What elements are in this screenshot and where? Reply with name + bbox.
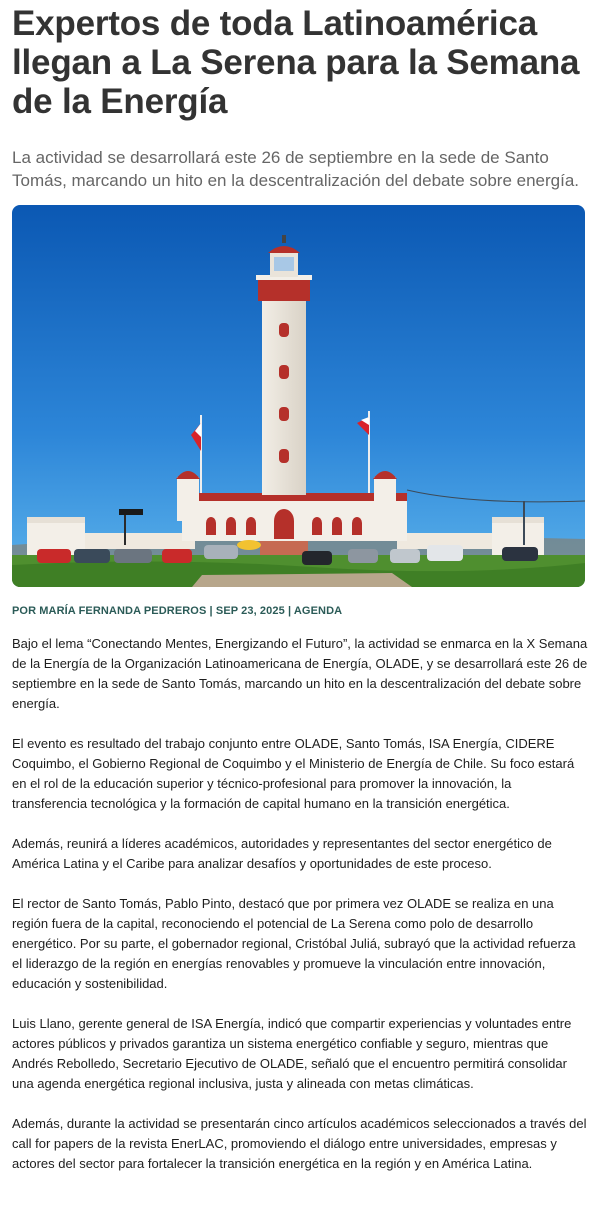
article-paragraph: Bajo el lema “Conectando Mentes, Energizando el Futuro”, la actividad se enmarca en la X Semana de la Energía de la Organización Latinoamericana de Energía, OLADE, y se desarrollará este 26 de septiembre en la sede de Santo Tomás, marcando un hito en la descentralización del debate sobre energía. [12, 636, 588, 711]
article-body [12, 634, 588, 1174]
article-paragraph: Además, reunirá a líderes académicos, autoridades y representantes del sector energético de América Latina y el Caribe para analizar desafíos y oportunidades de este proceso. [12, 836, 552, 871]
article-byline [12, 605, 588, 617]
byline-separator: | [284, 605, 294, 617]
byline-category[interactable]: AGENDA [293, 605, 343, 617]
article-paragraph: El rector de Santo Tomás, Pablo Pinto, destacó que por primera vez OLADE se realiza en una región fuera de la capital, reconociendo el potencial de La Serena como polo de desarrollo energético. Por su parte, el gobernador regional, Cristóbal Juliá, subrayó que la actividad refuerza el liderazgo de la región en energías renovables y promueve la vinculación entre innovación, educación y sostenibilidad. [12, 896, 576, 991]
byline-separator: | [206, 605, 216, 617]
byline-author[interactable]: POR MARÍA FERNANDA PEDREROS [12, 605, 207, 617]
byline-date: SEP 23, 2025 [215, 605, 285, 617]
article-paragraph: Además, durante la actividad se presentarán cinco artículos académicos seleccionados a través del call for papers de la revista EnerLAC, promoviendo el diálogo entre universidades, empresas y actores del sector para fortalecer la transición energética en la región y en América Latina. [12, 1116, 587, 1171]
hero-image-lighthouse [12, 205, 585, 587]
article-title: Expertos de toda Latinoamérica llegan a La Serena para la Semana de la Energía [12, 4, 580, 121]
article-paragraph: El evento es resultado del trabajo conjunto entre OLADE, Santo Tomás, ISA Energía, CIDERE Coquimbo, el Gobierno Regional de Coquimbo y el Ministerio de Energía de Chile. Su foco estará en el rol de la educación superior y técnico-profesional para promover la innovación, la transferencia tecnológica y la formación de capital humano en la transición energética. [12, 736, 575, 811]
article-subtitle: La actividad se desarrollará este 26 de septiembre en la sede de Santo Tomás, marcando un hito en la descentralización del debate sobre energía. [12, 148, 580, 190]
article-paragraph: Luis Llano, gerente general de ISA Energía, indicó que compartir experiencias y voluntades entre actores públicos y privados garantiza un sistema energético confiable y seguro, mientras que Andrés Rebolledo, Secretario Ejecutivo de OLADE, señaló que el encuentro permitirá consolidar una agenda energética regional inclusiva, justa y alineada con metas climáticas. [12, 1016, 572, 1091]
